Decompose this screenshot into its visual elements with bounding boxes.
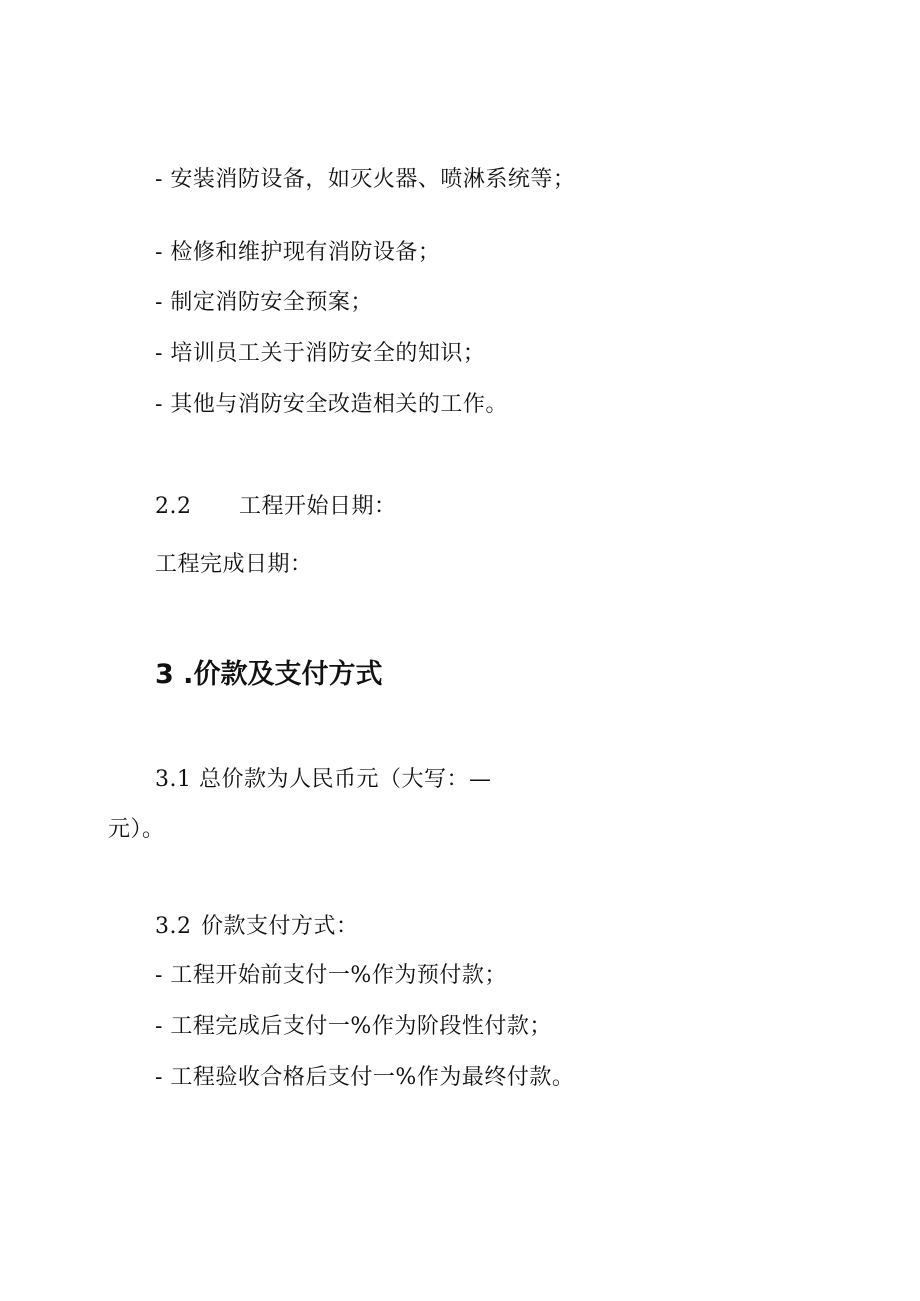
section-number: 2.2 (155, 494, 192, 519)
section-3-1-line2: 元）。 (108, 817, 165, 842)
scope-item-4: - 培训员工关于消防安全的知识； (155, 341, 486, 366)
scope-item-5: - 其他与消防安全改造相关的工作。 (155, 392, 508, 417)
start-date-label: 工程开始日期： (239, 494, 397, 519)
scope-item-2: - 检修和维护现有消防设备； (155, 240, 441, 265)
payment-item-3: - 工程验收合格后支付一%作为最终付款。 (155, 1065, 575, 1090)
section-number: 3.2 (155, 914, 192, 939)
section-3-1-line1 (155, 765, 492, 795)
section-3-heading: 3 .价款及支付方式 (155, 659, 383, 690)
payment-item-2: - 工程完成后支付一%作为阶段性付款； (155, 1014, 552, 1039)
payment-method-label: 价款支付方式： (201, 914, 359, 939)
section-2-2-start-date (155, 492, 397, 522)
section-3-2-title (155, 912, 359, 942)
section-number: 3.1 (155, 767, 192, 792)
payment-item-1: - 工程开始前支付一%作为预付款； (155, 963, 507, 988)
end-date-label: 工程完成日期： (155, 552, 313, 577)
total-price-text: 总价款为人民币元（大写：— (199, 767, 492, 792)
scope-item-3: - 制定消防安全预案； (155, 290, 373, 315)
scope-item-1: - 安装消防设备，如灭火器、喷淋系统等； (155, 167, 576, 192)
